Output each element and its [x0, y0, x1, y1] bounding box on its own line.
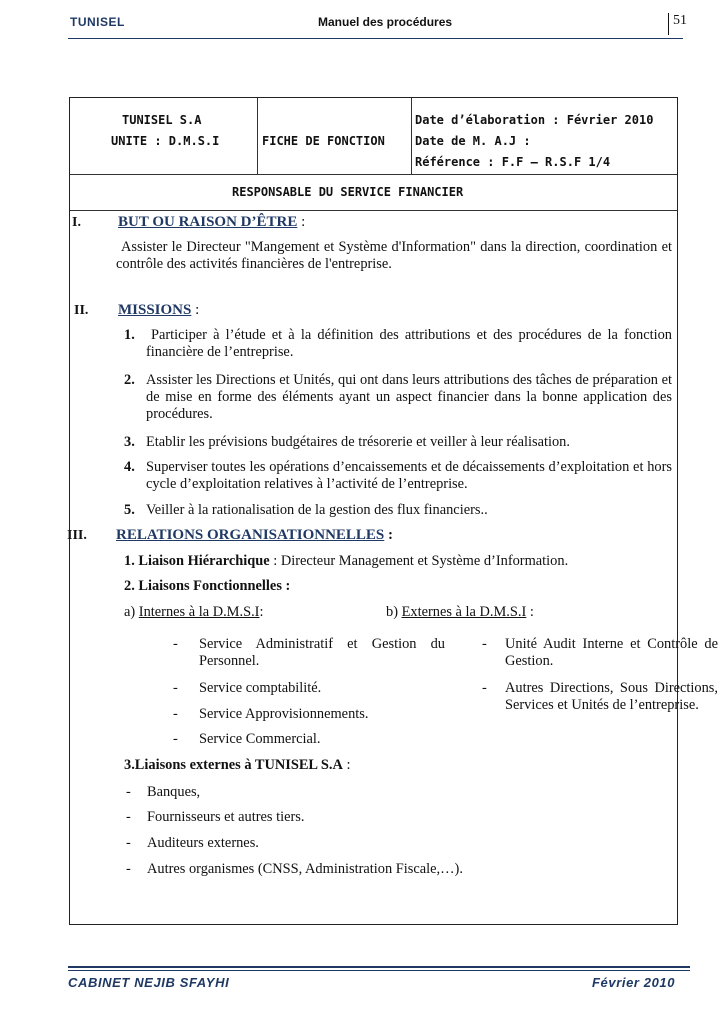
mission-item: [124, 434, 672, 451]
internal-service-item: [173, 636, 445, 670]
dash-bullet: -: [173, 731, 178, 747]
dash-bullet: -: [173, 680, 178, 696]
page-number: 51: [668, 13, 687, 35]
dash-bullet: -: [173, 706, 178, 722]
mission-text: Assister les Directions et Unités, qui ont dans leurs attributions des tâches de préparation et de mise en forme des éléments ayant un aspect financier dans la bonne application des procédures.: [146, 372, 672, 422]
function-sheet: [67, 97, 718, 925]
mission-text: Superviser toutes les opérations d’encaissements et de décaissements d’exploitation et hors cycle d’exploitation relatives à l’activité de l’entreprise.: [146, 459, 672, 492]
external-party-item: [126, 835, 626, 852]
hierarchy-line: [124, 553, 568, 570]
dash-bullet: -: [126, 861, 131, 877]
internal-service-item: [173, 706, 445, 723]
company-name: TUNISEL S.A: [122, 113, 202, 127]
page-header: [70, 12, 690, 32]
footer-right: Février 2010: [592, 975, 676, 990]
mission-number: 5.: [124, 502, 135, 518]
internal-label: Internes à la D.M.S.I: [138, 604, 260, 620]
mission-number: 3.: [124, 434, 135, 450]
external-prefix: b): [386, 604, 402, 620]
internal-service-text: Service Commercial.: [199, 731, 321, 747]
hierarchy-label: 1. Liaison Hiérarchique: [124, 553, 270, 569]
section-1-title: BUT OU RAISON D’ÊTRE: [118, 214, 298, 230]
external-party-item: [126, 809, 626, 826]
external-relations-colon: :: [342, 757, 351, 773]
section-2-heading: [118, 302, 199, 319]
section-3-numeral: III.: [67, 528, 87, 543]
unit-label: UNITE : D.M.S.I: [111, 134, 220, 148]
mission-number: 4.: [124, 459, 135, 475]
header-company: TUNISEL: [70, 15, 125, 29]
functional-label: 2. Liaisons Fonctionnelles :: [124, 578, 291, 594]
mission-text: Participer à l’étude et à la définition des attributions et des procédures de la fonction financière de l’entreprise.: [146, 327, 672, 360]
grid-divider: [257, 98, 258, 174]
external-party-item: [126, 861, 626, 878]
dash-bullet: -: [126, 784, 131, 800]
internal-service-text: Service Approvisionnements.: [199, 706, 369, 722]
footer-rule: [68, 966, 690, 968]
external-relations-line: [124, 757, 350, 774]
external-service-text: Unité Audit Interne et Contrôle de Gestion.: [505, 636, 718, 669]
sheet-header-grid: [70, 98, 677, 175]
dash-bullet: -: [173, 636, 178, 652]
mission-item: [124, 459, 672, 493]
section-2-colon: :: [191, 302, 200, 318]
section-1-numeral: I.: [72, 215, 81, 230]
external-party-item: [126, 784, 626, 801]
internal-service-item: [173, 731, 445, 748]
external-service-text: Autres Directions, Sous Directions, Services et Unités de l’entreprise.: [505, 680, 718, 713]
internal-prefix: a): [124, 604, 139, 620]
footer-left: CABINET NEJIB SFAYHI: [68, 975, 230, 990]
mission-text: Veiller à la rationalisation de la gestion des flux financiers..: [146, 502, 488, 518]
function-title: RESPONSABLE DU SERVICE FINANCIER: [232, 185, 464, 199]
dash-bullet: -: [482, 680, 487, 696]
section-2-numeral: II.: [74, 303, 89, 318]
doc-type: FICHE DE FONCTION: [262, 134, 385, 148]
external-service-item: [482, 680, 718, 731]
mission-item: [124, 327, 672, 361]
external-party-text: Autres organismes (CNSS, Administration Fiscale,…).: [147, 861, 463, 877]
section-1-colon: :: [297, 214, 306, 230]
section-2-title: MISSIONS: [118, 302, 192, 318]
date-elaboration: Date d’élaboration : Février 2010: [415, 113, 654, 127]
hierarchy-value: : Directeur Management et Système d’Information.: [269, 553, 569, 569]
footer-rule-thin: [68, 970, 690, 971]
external-suffix: :: [526, 604, 534, 620]
reference: Référence : F.F – R.S.F 1/4: [415, 155, 611, 169]
dash-bullet: -: [482, 636, 487, 652]
external-service-item: [482, 636, 718, 670]
mission-item: [124, 502, 672, 519]
internal-label-line: [124, 604, 263, 621]
external-party-text: Fournisseurs et autres tiers.: [147, 809, 305, 825]
section-1-heading: [118, 214, 305, 231]
section-1-text: Assister le Directeur "Mangement et Système d'Information" dans la direction, coordination et contrôle des activités financières de l'entreprise.: [116, 239, 672, 272]
external-label: Externes à la D.M.S.I: [401, 604, 527, 620]
internal-service-item: [173, 680, 445, 697]
section-3-title: RELATIONS ORGANISATIONNELLES: [116, 527, 385, 543]
external-party-text: Banques,: [147, 784, 201, 800]
mission-item: [124, 372, 672, 423]
function-title-bar: [70, 174, 677, 211]
mission-number: 2.: [124, 372, 135, 388]
header-rule: [68, 38, 683, 39]
internal-service-text: Service Administratif et Gestion du Personnel.: [199, 636, 445, 669]
dash-bullet: -: [126, 809, 131, 825]
dash-bullet: -: [126, 835, 131, 851]
grid-divider: [411, 98, 412, 174]
date-update: Date de M. A.J :: [415, 134, 531, 148]
internal-service-text: Service comptabilité.: [199, 680, 322, 696]
section-3-heading: [116, 527, 393, 544]
external-party-text: Auditeurs externes.: [147, 835, 259, 851]
mission-text: Etablir les prévisions budgétaires de trésorerie et veiller à leur réalisation.: [146, 434, 570, 450]
external-relations-label: 3.Liaisons externes à TUNISEL S.A: [124, 757, 343, 773]
mission-number: 1.: [124, 327, 135, 343]
external-label-line: [386, 604, 534, 621]
section-3-colon: :: [384, 527, 394, 543]
header-manual-title: Manuel des procédures: [318, 15, 453, 29]
internal-suffix: :: [259, 604, 264, 620]
